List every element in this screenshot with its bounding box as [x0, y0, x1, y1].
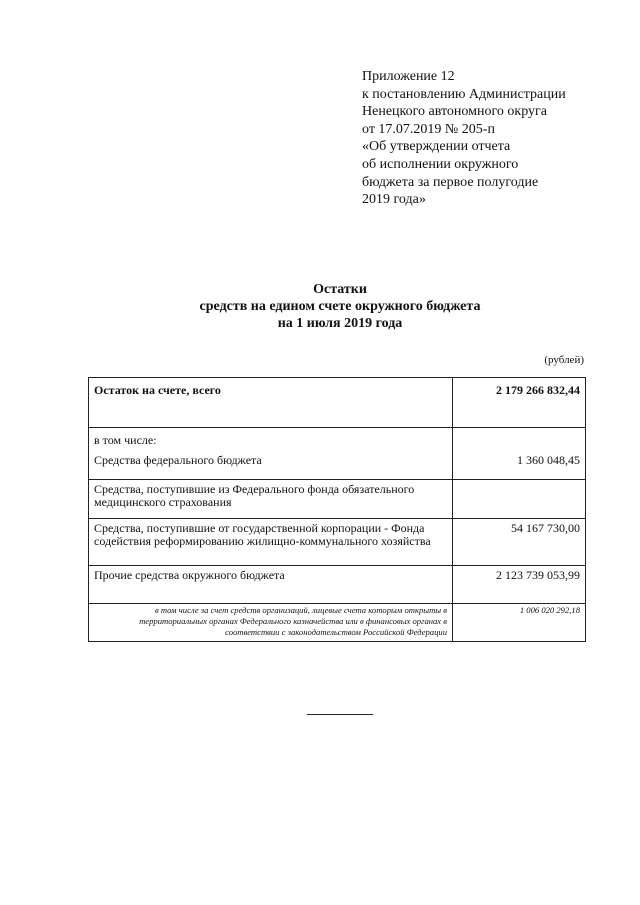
row-value: 54 167 730,00 — [453, 518, 586, 565]
title-line-2: средств на едином счете окружного бюджета — [199, 299, 481, 314]
appendix-line: «Об утверждении отчета — [362, 139, 511, 155]
table-row-total — [89, 378, 586, 428]
document-title — [80, 281, 600, 332]
balance-table — [88, 377, 586, 642]
row-label: Средства федерального бюджета — [89, 452, 453, 480]
appendix-header — [362, 68, 632, 209]
including-label: в том числе: — [89, 428, 453, 452]
table-row — [89, 479, 586, 518]
row-label: Средства, поступившие из Федерального фонда обязательного медицинского страхования — [89, 479, 453, 518]
appendix-line: Приложение 12 — [362, 69, 455, 84]
appendix-line: бюджета за первое полугодие — [362, 174, 539, 190]
sub-label: в том числе за счет средств организаций, лицевые счета которым открыты в территориальных органах Федерального казначейства или в финансовых органах в соответствии с законодательством Российской Федерации — [89, 603, 453, 641]
row-label: Средства, поступившие от государственной корпорации - Фонда содействия реформированию жилищно-коммунального хозяйства — [89, 518, 453, 565]
row-value: 1 360 048,45 — [453, 452, 586, 480]
including-value — [453, 428, 586, 452]
table-row-sub — [89, 603, 586, 641]
appendix-line: от 17.07.2019 № 205-п — [362, 121, 495, 137]
end-divider — [307, 714, 373, 715]
total-value: 2 179 266 832,44 — [453, 378, 586, 428]
title-line-1: Остатки — [313, 282, 367, 297]
row-value — [453, 479, 586, 518]
appendix-line: 2019 года» — [362, 192, 426, 208]
total-label: Остаток на счете, всего — [89, 378, 453, 428]
row-value: 2 123 739 053,99 — [453, 565, 586, 603]
title-line-3: на 1 июля 2019 года — [277, 316, 403, 331]
sub-value: 1 006 020 292,18 — [453, 603, 586, 641]
table-row — [89, 565, 586, 603]
appendix-line: к постановлению Администрации — [362, 86, 566, 102]
table-row-including — [89, 428, 586, 452]
table-row — [89, 452, 586, 480]
row-label: Прочие средства окружного бюджета — [89, 565, 453, 603]
appendix-line: об исполнении окружного — [362, 156, 519, 172]
units-label: (рублей) — [544, 354, 584, 366]
table-row — [89, 518, 586, 565]
appendix-line: Ненецкого автономного округа — [362, 104, 547, 120]
